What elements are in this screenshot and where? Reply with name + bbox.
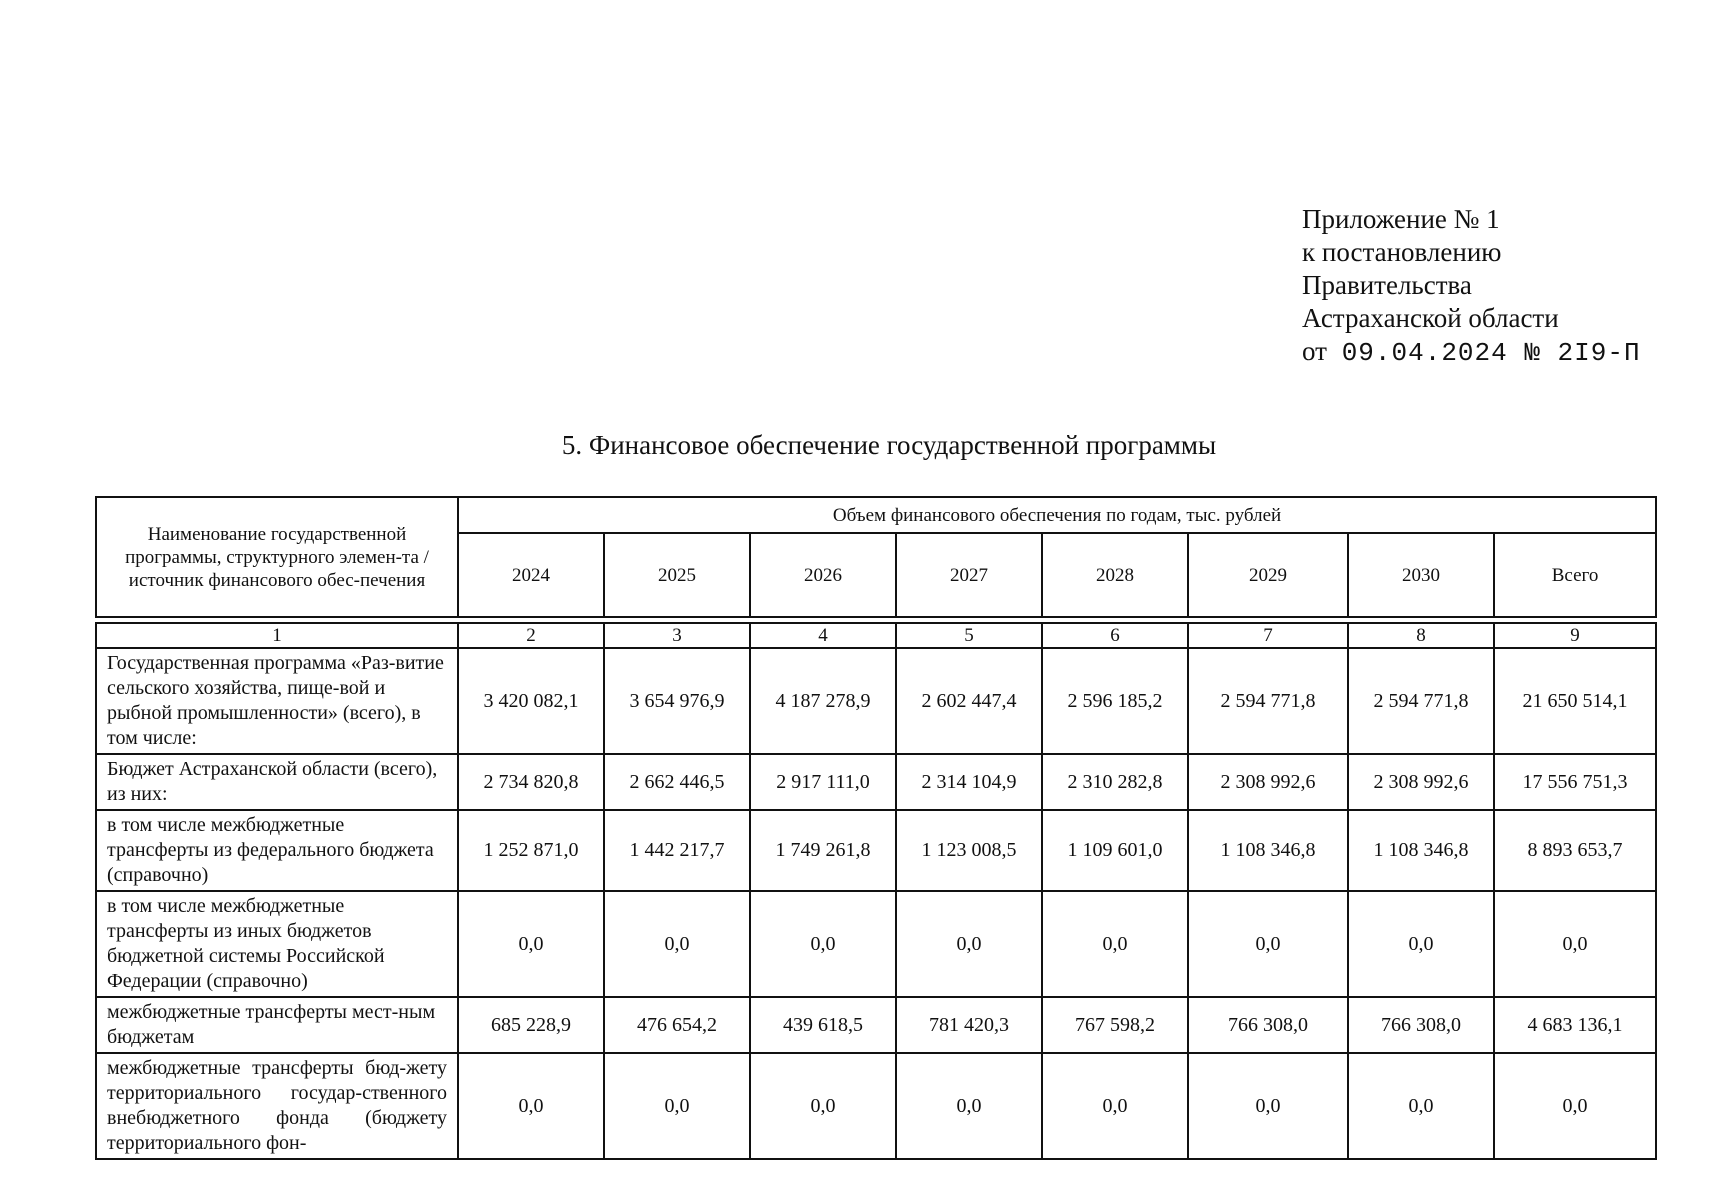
row-value: 0,0 (750, 891, 896, 997)
column-number: 9 (1494, 623, 1656, 648)
row-value: 1 442 217,7 (604, 810, 750, 891)
column-number: 8 (1348, 623, 1494, 648)
row-value: 767 598,2 (1042, 997, 1188, 1053)
appendix-line: Астраханской области (1302, 303, 1559, 333)
appendix-line: к постановлению (1302, 237, 1502, 267)
row-value: 1 252 871,0 (458, 810, 604, 891)
table-row (96, 891, 1656, 997)
column-number: 4 (750, 623, 896, 648)
row-value: 2 662 446,5 (604, 754, 750, 810)
row-value: 2 734 820,8 (458, 754, 604, 810)
year-header: 2029 (1188, 533, 1348, 617)
row-value: 766 308,0 (1188, 997, 1348, 1053)
row-value: 1 123 008,5 (896, 810, 1042, 891)
row-value: 3 654 976,9 (604, 648, 750, 754)
row-value: 0,0 (896, 891, 1042, 997)
table-row (96, 754, 1656, 810)
appendix-line: Правительства (1302, 270, 1472, 300)
row-value: 1 108 346,8 (1348, 810, 1494, 891)
appendix-line: Приложение № 1 (1302, 204, 1500, 234)
row-name: межбюджетные трансферты бюд-жету территориального государ-ственного внебюджетного фонда (бюджету территориального фон- (96, 1053, 458, 1159)
year-header: 2024 (458, 533, 604, 617)
year-header: 2030 (1348, 533, 1494, 617)
column-number: 1 (96, 623, 458, 648)
row-value: 0,0 (458, 1053, 604, 1159)
column-number-row (96, 623, 1656, 648)
row-value: 0,0 (1042, 1053, 1188, 1159)
year-header: 2025 (604, 533, 750, 617)
row-value: 4 187 278,9 (750, 648, 896, 754)
row-value: 2 602 447,4 (896, 648, 1042, 754)
row-value: 0,0 (604, 891, 750, 997)
financing-table (95, 496, 1657, 1160)
table-row (96, 997, 1656, 1053)
row-value: 439 618,5 (750, 997, 896, 1053)
row-value: 21 650 514,1 (1494, 648, 1656, 754)
column-number: 2 (458, 623, 604, 648)
year-header: 2028 (1042, 533, 1188, 617)
row-value: 0,0 (1494, 1053, 1656, 1159)
row-value: 0,0 (1188, 1053, 1348, 1159)
appendix-date-line (1302, 336, 1641, 366)
row-value: 3 420 082,1 (458, 648, 604, 754)
table-row (96, 648, 1656, 754)
year-header: 2026 (750, 533, 896, 617)
column-number: 6 (1042, 623, 1188, 648)
row-value: 8 893 653,7 (1494, 810, 1656, 891)
total-header: Всего (1494, 533, 1656, 617)
name-column-header: Наименование государственной программы, структурного элемен-та / источник финансового обес-печения (96, 497, 458, 617)
row-value: 766 308,0 (1348, 997, 1494, 1053)
row-value: 1 109 601,0 (1042, 810, 1188, 891)
row-value: 0,0 (1188, 891, 1348, 997)
year-header: 2027 (896, 533, 1042, 617)
row-value: 0,0 (1348, 891, 1494, 997)
row-value: 2 594 771,8 (1348, 648, 1494, 754)
row-value: 0,0 (458, 891, 604, 997)
row-value: 2 594 771,8 (1188, 648, 1348, 754)
row-value: 1 108 346,8 (1188, 810, 1348, 891)
row-value: 2 310 282,8 (1042, 754, 1188, 810)
date-stamp: 09.04.2024 № 2I9-П (1341, 338, 1641, 368)
date-prefix: от (1302, 336, 1327, 366)
row-value: 2 314 104,9 (896, 754, 1042, 810)
row-value: 2 596 185,2 (1042, 648, 1188, 754)
row-value: 0,0 (896, 1053, 1042, 1159)
section-title: 5. Финансовое обеспечение государственной программы (561, 430, 1217, 460)
row-value: 2 308 992,6 (1348, 754, 1494, 810)
row-value: 685 228,9 (458, 997, 604, 1053)
row-value: 476 654,2 (604, 997, 750, 1053)
row-value: 2 308 992,6 (1188, 754, 1348, 810)
row-name: в том числе межбюджетные трансферты из федерального бюджета (справочно) (96, 810, 458, 891)
row-value: 0,0 (1348, 1053, 1494, 1159)
row-value: 0,0 (1494, 891, 1656, 997)
row-value: 4 683 136,1 (1494, 997, 1656, 1053)
header-row (96, 497, 1656, 533)
row-value: 1 749 261,8 (750, 810, 896, 891)
financing-group-header: Объем финансового обеспечения по годам, тыс. рублей (458, 497, 1656, 533)
column-number: 5 (896, 623, 1042, 648)
appendix-block (1302, 203, 1662, 370)
row-name: межбюджетные трансферты мест-ным бюджетам (96, 997, 458, 1053)
table-row (96, 810, 1656, 891)
row-value: 17 556 751,3 (1494, 754, 1656, 810)
column-number: 7 (1188, 623, 1348, 648)
row-value: 0,0 (1042, 891, 1188, 997)
row-name: Государственная программа «Раз-витие сельского хозяйства, пище-вой и рыбной промышленности» (всего), в том числе: (96, 648, 458, 754)
table-row (96, 1053, 1656, 1159)
row-name: Бюджет Астраханской области (всего), из них: (96, 754, 458, 810)
column-number: 3 (604, 623, 750, 648)
row-value: 781 420,3 (896, 997, 1042, 1053)
row-value: 2 917 111,0 (750, 754, 896, 810)
row-value: 0,0 (750, 1053, 896, 1159)
row-name: в том числе межбюджетные трансферты из иных бюджетов бюджетной системы Российской Федерации (справочно) (96, 891, 458, 997)
row-value: 0,0 (604, 1053, 750, 1159)
